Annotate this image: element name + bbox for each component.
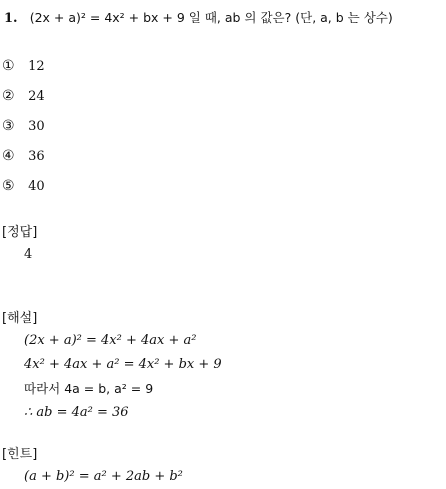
choice-value: 40: [28, 179, 45, 194]
choice-value: 30: [28, 119, 45, 134]
choice-marker: ③: [2, 118, 15, 134]
solution-line-1: (2x + a)² = 4x² + 4ax + a²: [24, 333, 197, 348]
choice-4: [2, 148, 45, 165]
question-text: (2x + a)² = 4x² + bx + 9 일 때, ab 의 값은? (단, a, b 는 상수): [29, 10, 393, 25]
choice-marker: ②: [2, 88, 15, 104]
choice-marker: ①: [2, 58, 15, 74]
choice-value: 12: [28, 59, 45, 74]
choice-5: [2, 178, 45, 195]
hint-label: [힌트]: [2, 447, 38, 462]
question-line: [4, 10, 393, 27]
choice-value: 24: [28, 89, 45, 104]
solution-line-4: ∴ ab = 4a² = 36: [24, 405, 129, 420]
choice-value: 36: [28, 149, 45, 164]
choice-2: [2, 88, 45, 105]
solution-label: [해설]: [2, 311, 38, 326]
solution-line-2: 4x² + 4ax + a² = 4x² + bx + 9: [24, 357, 222, 372]
question-number: 1.: [4, 11, 18, 26]
hint-line-1: (a + b)² = a² + 2ab + b²: [24, 469, 183, 484]
choice-marker: ④: [2, 148, 15, 164]
choice-1: [2, 58, 45, 75]
answer-label: [정답]: [2, 225, 38, 240]
choice-3: [2, 118, 45, 135]
choice-marker: ⑤: [2, 178, 15, 194]
answer-value: 4: [24, 247, 33, 262]
solution-line-3: 따라서 4a = b, a² = 9: [24, 381, 154, 396]
